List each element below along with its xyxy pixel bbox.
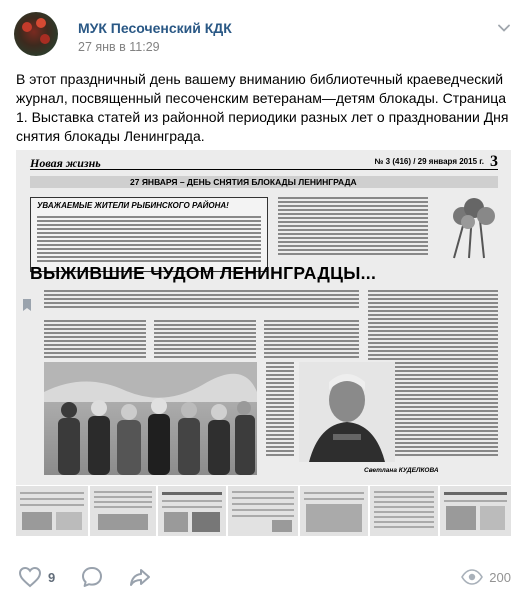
- author-name[interactable]: МУК Песоченский КДК: [78, 20, 232, 36]
- chevron-down-icon[interactable]: [496, 20, 512, 36]
- text-block: [37, 216, 261, 264]
- post-actions: [16, 565, 511, 589]
- share-button[interactable]: [128, 565, 152, 589]
- text-block: [278, 197, 428, 257]
- comment-button[interactable]: [80, 565, 104, 589]
- newspaper-headline: ВЫЖИВШИЕ ЧУДОМ ЛЕНИНГРАДЦЫ...: [30, 263, 377, 283]
- newspaper-issue: № 3 (416) / 29 января 2015 г.: [374, 157, 484, 166]
- portrait-figure: [299, 362, 395, 462]
- avatar-flower: [22, 22, 32, 32]
- avatar[interactable]: [14, 12, 58, 56]
- text-block: [266, 362, 294, 458]
- photo-thumbnail[interactable]: [158, 486, 226, 536]
- eye-icon: [461, 569, 483, 585]
- post-date[interactable]: 27 янв в 11:29: [78, 40, 160, 54]
- photo-thumbnail[interactable]: [228, 486, 298, 536]
- newspaper-box-title: УВАЖАЕМЫЕ ЖИТЕЛИ РЫБИНСКОГО РАЙОНА!: [37, 201, 229, 210]
- group-photo-figures: [44, 362, 257, 475]
- carnations-image: [434, 192, 504, 260]
- heart-icon: [18, 566, 42, 588]
- newspaper-signature: Светлана КУДЕЛКОВА: [364, 467, 439, 474]
- post-header: [14, 12, 514, 56]
- newspaper-logo: Новая жизнь: [30, 156, 101, 170]
- photo-thumbnail[interactable]: [300, 486, 368, 536]
- post-photo[interactable]: [16, 150, 511, 485]
- views-counter: [461, 565, 511, 589]
- text-block: [154, 320, 256, 360]
- post-text: В этот праздничный день вашему вниманию библиотечный краеведческий журнал, посвященный песоченским ветеранам—детям блокады. Страница 1. Выставка статей из районной периодики разных лет о праздновании Дня снятия блокады Ленинграда.: [16, 71, 509, 144]
- photo-thumbnails: [16, 486, 511, 536]
- photo-thumbnail[interactable]: [16, 486, 88, 536]
- photo-thumbnail[interactable]: [440, 486, 511, 536]
- views-count: 200: [489, 569, 511, 585]
- text-block: [264, 320, 359, 360]
- share-icon: [128, 565, 152, 589]
- newspaper-band-title: 27 ЯНВАРЯ – ДЕНЬ СНЯТИЯ БЛОКАДЫ ЛЕНИНГРАДА: [130, 177, 357, 187]
- text-block: [44, 320, 146, 360]
- portrait-photo: [299, 362, 395, 462]
- newspaper-masthead: [30, 153, 498, 170]
- group-photo: [44, 362, 257, 475]
- like-button[interactable]: [18, 565, 55, 589]
- photo-thumbnail[interactable]: [90, 486, 156, 536]
- newspaper-band: [30, 176, 498, 188]
- photo-thumbnail[interactable]: [370, 486, 438, 536]
- newspaper-page-number: 3: [490, 153, 498, 170]
- newspaper-address-box: [30, 197, 268, 272]
- likes-count: 9: [48, 569, 56, 585]
- bookmark-icon[interactable]: [22, 298, 32, 312]
- avatar-flower: [40, 34, 50, 44]
- text-block: [44, 290, 359, 310]
- avatar-flower: [36, 18, 46, 28]
- comment-icon: [80, 565, 104, 589]
